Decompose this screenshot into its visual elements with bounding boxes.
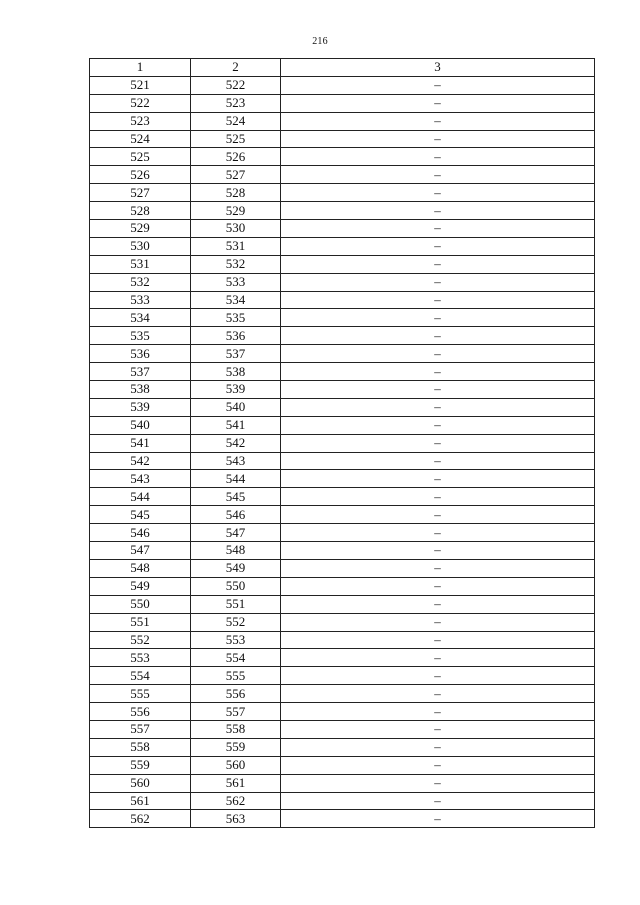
table-cell-col-1: 522	[90, 94, 191, 112]
table-cell-col-3: –	[281, 667, 595, 685]
page-number: 216	[312, 36, 328, 47]
table-cell-col-2: 547	[191, 524, 281, 542]
table-row	[90, 756, 595, 774]
table-cell-col-3: –	[281, 220, 595, 238]
table-cell-col-3: –	[281, 255, 595, 273]
table-row	[90, 452, 595, 470]
column-header-3: 3	[281, 59, 595, 77]
table-cell-col-3: –	[281, 470, 595, 488]
table-cell-col-1: 534	[90, 309, 191, 327]
table-cell-col-1: 526	[90, 166, 191, 184]
table-row	[90, 94, 595, 112]
table-cell-col-1: 535	[90, 327, 191, 345]
table-cell-col-1: 554	[90, 667, 191, 685]
table-cell-col-3: –	[281, 631, 595, 649]
table-cell-col-1: 558	[90, 738, 191, 756]
table-row	[90, 631, 595, 649]
table-cell-col-3: –	[281, 381, 595, 399]
table-cell-col-3: –	[281, 524, 595, 542]
table-cell-col-2: 546	[191, 506, 281, 524]
table-cell-col-2: 544	[191, 470, 281, 488]
table-cell-col-2: 548	[191, 542, 281, 560]
table-cell-col-3: –	[281, 649, 595, 667]
table-row	[90, 542, 595, 560]
table-cell-col-2: 552	[191, 613, 281, 631]
table-cell-col-2: 535	[191, 309, 281, 327]
table-cell-col-1: 531	[90, 255, 191, 273]
table-cell-col-1: 541	[90, 434, 191, 452]
table-cell-col-2: 542	[191, 434, 281, 452]
table-cell-col-2: 531	[191, 237, 281, 255]
table-cell-col-3: –	[281, 756, 595, 774]
table-cell-col-3: –	[281, 76, 595, 94]
table-cell-col-1: 521	[90, 76, 191, 94]
table-cell-col-2: 526	[191, 148, 281, 166]
table-cell-col-2: 529	[191, 202, 281, 220]
table-cell-col-2: 555	[191, 667, 281, 685]
table-cell-col-2: 538	[191, 363, 281, 381]
table-cell-col-3: –	[281, 202, 595, 220]
table-row	[90, 381, 595, 399]
data-table	[89, 58, 595, 828]
table-row	[90, 327, 595, 345]
table-cell-col-3: –	[281, 130, 595, 148]
table-cell-col-1: 542	[90, 452, 191, 470]
table-row	[90, 398, 595, 416]
table-cell-col-2: 560	[191, 756, 281, 774]
table-cell-col-2: 533	[191, 273, 281, 291]
table-row	[90, 345, 595, 363]
table-row	[90, 649, 595, 667]
table-cell-col-3: –	[281, 291, 595, 309]
table-row	[90, 595, 595, 613]
column-header-1: 1	[90, 59, 191, 77]
table-cell-col-1: 546	[90, 524, 191, 542]
table-cell-col-3: –	[281, 542, 595, 560]
table-cell-col-2: 541	[191, 416, 281, 434]
table-cell-col-2: 527	[191, 166, 281, 184]
table-cell-col-3: –	[281, 112, 595, 130]
table-cell-col-2: 563	[191, 810, 281, 828]
table-cell-col-2: 561	[191, 774, 281, 792]
table-cell-col-3: –	[281, 595, 595, 613]
table-cell-col-3: –	[281, 792, 595, 810]
table-cell-col-3: –	[281, 184, 595, 202]
table-body	[90, 76, 595, 827]
table-row	[90, 112, 595, 130]
column-header-2: 2	[191, 59, 281, 77]
table-header-row	[90, 59, 595, 77]
table-cell-col-2: 545	[191, 488, 281, 506]
table-cell-col-1: 557	[90, 720, 191, 738]
table-cell-col-2: 549	[191, 559, 281, 577]
table-row	[90, 667, 595, 685]
table-cell-col-3: –	[281, 703, 595, 721]
table-cell-col-2: 558	[191, 720, 281, 738]
table-cell-col-2: 537	[191, 345, 281, 363]
table-cell-col-1: 540	[90, 416, 191, 434]
table-cell-col-3: –	[281, 559, 595, 577]
table-cell-col-3: –	[281, 488, 595, 506]
table-row	[90, 559, 595, 577]
table-cell-col-2: 556	[191, 685, 281, 703]
table-row	[90, 363, 595, 381]
table-cell-col-3: –	[281, 685, 595, 703]
table-cell-col-1: 556	[90, 703, 191, 721]
table-cell-col-2: 543	[191, 452, 281, 470]
table-row	[90, 255, 595, 273]
table-cell-col-2: 553	[191, 631, 281, 649]
table-cell-col-3: –	[281, 94, 595, 112]
table-cell-col-2: 559	[191, 738, 281, 756]
table-cell-col-3: –	[281, 452, 595, 470]
table-cell-col-2: 528	[191, 184, 281, 202]
table-cell-col-3: –	[281, 577, 595, 595]
table-cell-col-3: –	[281, 345, 595, 363]
table-row	[90, 720, 595, 738]
table-cell-col-1: 551	[90, 613, 191, 631]
table-row	[90, 148, 595, 166]
table-cell-col-3: –	[281, 613, 595, 631]
table-cell-col-3: –	[281, 309, 595, 327]
table-cell-col-1: 539	[90, 398, 191, 416]
table-cell-col-2: 550	[191, 577, 281, 595]
table-cell-col-3: –	[281, 416, 595, 434]
table-row	[90, 577, 595, 595]
table-cell-col-3: –	[281, 810, 595, 828]
table-cell-col-3: –	[281, 273, 595, 291]
table-row	[90, 273, 595, 291]
table-cell-col-1: 523	[90, 112, 191, 130]
table-row	[90, 130, 595, 148]
table-cell-col-1: 544	[90, 488, 191, 506]
table-cell-col-1: 545	[90, 506, 191, 524]
table-cell-col-3: –	[281, 506, 595, 524]
table-row	[90, 220, 595, 238]
table-row	[90, 470, 595, 488]
table-row	[90, 166, 595, 184]
table-cell-col-1: 537	[90, 363, 191, 381]
table-cell-col-3: –	[281, 398, 595, 416]
table-cell-col-2: 524	[191, 112, 281, 130]
table-row	[90, 434, 595, 452]
table-row	[90, 792, 595, 810]
table-row	[90, 685, 595, 703]
table-cell-col-3: –	[281, 148, 595, 166]
table-cell-col-1: 525	[90, 148, 191, 166]
table-cell-col-1: 549	[90, 577, 191, 595]
table-cell-col-3: –	[281, 774, 595, 792]
table-cell-col-2: 540	[191, 398, 281, 416]
table-row	[90, 309, 595, 327]
table-row	[90, 416, 595, 434]
table-row	[90, 810, 595, 828]
table-row	[90, 291, 595, 309]
table-cell-col-1: 550	[90, 595, 191, 613]
table-cell-col-1: 532	[90, 273, 191, 291]
table-cell-col-2: 554	[191, 649, 281, 667]
table-cell-col-1: 548	[90, 559, 191, 577]
table-cell-col-1: 529	[90, 220, 191, 238]
table-cell-col-3: –	[281, 720, 595, 738]
table-cell-col-1: 536	[90, 345, 191, 363]
table-row	[90, 703, 595, 721]
table-cell-col-1: 559	[90, 756, 191, 774]
table-row	[90, 76, 595, 94]
table-row	[90, 738, 595, 756]
table-cell-col-3: –	[281, 237, 595, 255]
table-cell-col-2: 551	[191, 595, 281, 613]
table-row	[90, 613, 595, 631]
table-cell-col-1: 530	[90, 237, 191, 255]
table-cell-col-1: 527	[90, 184, 191, 202]
table-cell-col-2: 525	[191, 130, 281, 148]
table-row	[90, 488, 595, 506]
table-cell-col-2: 557	[191, 703, 281, 721]
table-cell-col-1: 555	[90, 685, 191, 703]
table-cell-col-3: –	[281, 434, 595, 452]
table-cell-col-3: –	[281, 166, 595, 184]
table-cell-col-2: 539	[191, 381, 281, 399]
table-cell-col-2: 532	[191, 255, 281, 273]
table-row	[90, 524, 595, 542]
table-cell-col-1: 561	[90, 792, 191, 810]
table-cell-col-2: 562	[191, 792, 281, 810]
table-cell-col-2: 536	[191, 327, 281, 345]
table-row	[90, 506, 595, 524]
table-cell-col-2: 530	[191, 220, 281, 238]
table-cell-col-1: 543	[90, 470, 191, 488]
table-cell-col-3: –	[281, 363, 595, 381]
table-cell-col-1: 533	[90, 291, 191, 309]
table-cell-col-1: 524	[90, 130, 191, 148]
table-cell-col-2: 534	[191, 291, 281, 309]
table-cell-col-1: 562	[90, 810, 191, 828]
table-row	[90, 237, 595, 255]
table-cell-col-1: 560	[90, 774, 191, 792]
table-cell-col-3: –	[281, 738, 595, 756]
table-cell-col-3: –	[281, 327, 595, 345]
table-cell-col-1: 547	[90, 542, 191, 560]
table-row	[90, 202, 595, 220]
table-cell-col-1: 553	[90, 649, 191, 667]
table-cell-col-2: 523	[191, 94, 281, 112]
table-row	[90, 774, 595, 792]
table-row	[90, 184, 595, 202]
table-cell-col-2: 522	[191, 76, 281, 94]
table-cell-col-1: 528	[90, 202, 191, 220]
table-cell-col-1: 552	[90, 631, 191, 649]
table-cell-col-1: 538	[90, 381, 191, 399]
